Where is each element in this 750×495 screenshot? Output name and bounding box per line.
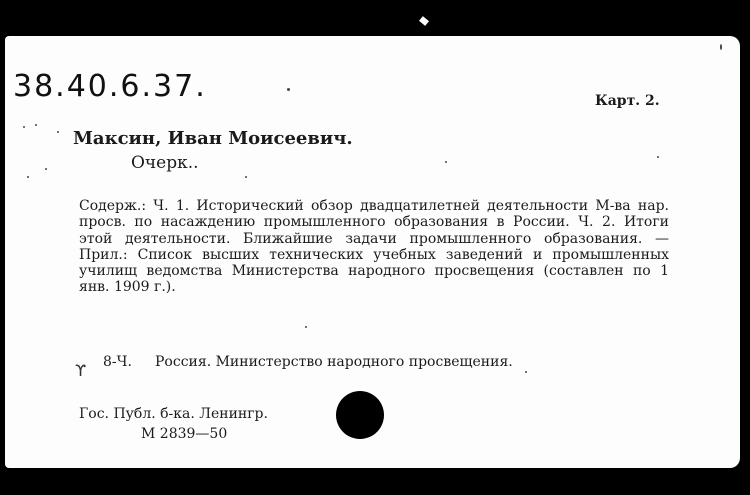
speck	[525, 371, 527, 373]
speck	[57, 131, 59, 133]
work-title: Очерк..	[131, 153, 199, 173]
subject-heading: Россия. Министерство народного просвещения.	[155, 354, 513, 370]
library-name: Гос. Публ. б-ка. Ленингр.	[79, 406, 268, 422]
speck	[35, 124, 37, 126]
card-number-label: Карт. 2.	[595, 93, 660, 109]
speck	[720, 44, 722, 50]
speck	[23, 126, 25, 128]
subject-prefix: 8-Ч.	[103, 354, 132, 370]
speck	[445, 161, 447, 163]
speck	[45, 168, 47, 170]
card-notch	[419, 16, 429, 26]
speck	[287, 88, 290, 91]
speck	[27, 176, 29, 178]
call-number: 38.40.6.37.	[13, 69, 207, 104]
handwritten-mark-icon: ϒ	[75, 361, 87, 380]
speck	[657, 156, 659, 158]
speck	[245, 176, 247, 178]
author-heading: Максин, Иван Моисеевич.	[73, 128, 353, 149]
punch-hole	[336, 391, 384, 439]
shelf-mark: М 2839—50	[141, 426, 228, 442]
catalog-card	[5, 36, 740, 468]
contents-note: Содерж.: Ч. 1. Исторический обзор двадцатилетней деятельности М-ва нар. просв. по насаждению промышленного образования в России. Ч. 2. Итоги этой деятельности. Ближайшие задачи промышленного образования. — Прил.: Список высших технических учебных заведений и промышленных училищ ведомства Министерства народного просвещения (составлен по 1 янв. 1909 г.).	[79, 198, 669, 296]
speck	[305, 326, 307, 328]
